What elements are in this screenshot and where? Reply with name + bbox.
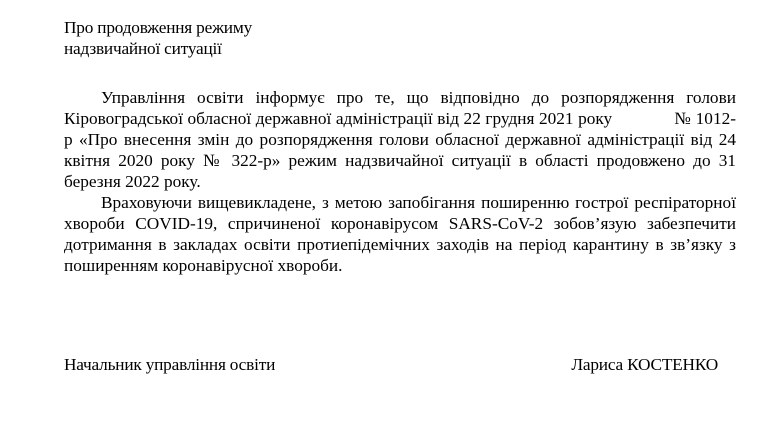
document-body	[64, 87, 736, 276]
signature-position: Начальник управління освіти	[64, 355, 276, 374]
title-line-2: надзвичайної ситуації	[64, 39, 222, 58]
paragraph-1-part-1: Управління освіти інформує про те, що відповідно до розпорядження голови Кіровоградської обласної державної адміністрації від 22 грудня 2021 року	[64, 88, 736, 128]
signature-block	[64, 354, 718, 375]
paragraph-1	[64, 87, 736, 192]
signature-name: Лариса КОСТЕНКО	[571, 355, 718, 374]
title-line-1: Про продовження режиму	[64, 18, 253, 37]
paragraph-1-part-2: № 1012-р «Про внесення змін до розпорядження голови обласної державної адміністрації від 24 квітня 2020 року № 322-р» режим надзвичайної ситуації в області продовжено до 31 березня 2022 року.	[64, 109, 736, 191]
paragraph-2: Враховуючи вищевикладене, з метою запобігання поширенню гострої респіраторної хвороби COVID-19, спричиненої коронавірусом SARS-CoV-2 зобов’язую забезпечити дотримання в закладах освіти протиепідемічних заходів на період карантину в зв’язку з поширенням коронавірусної хвороби.	[64, 193, 736, 275]
document-title	[64, 17, 252, 59]
